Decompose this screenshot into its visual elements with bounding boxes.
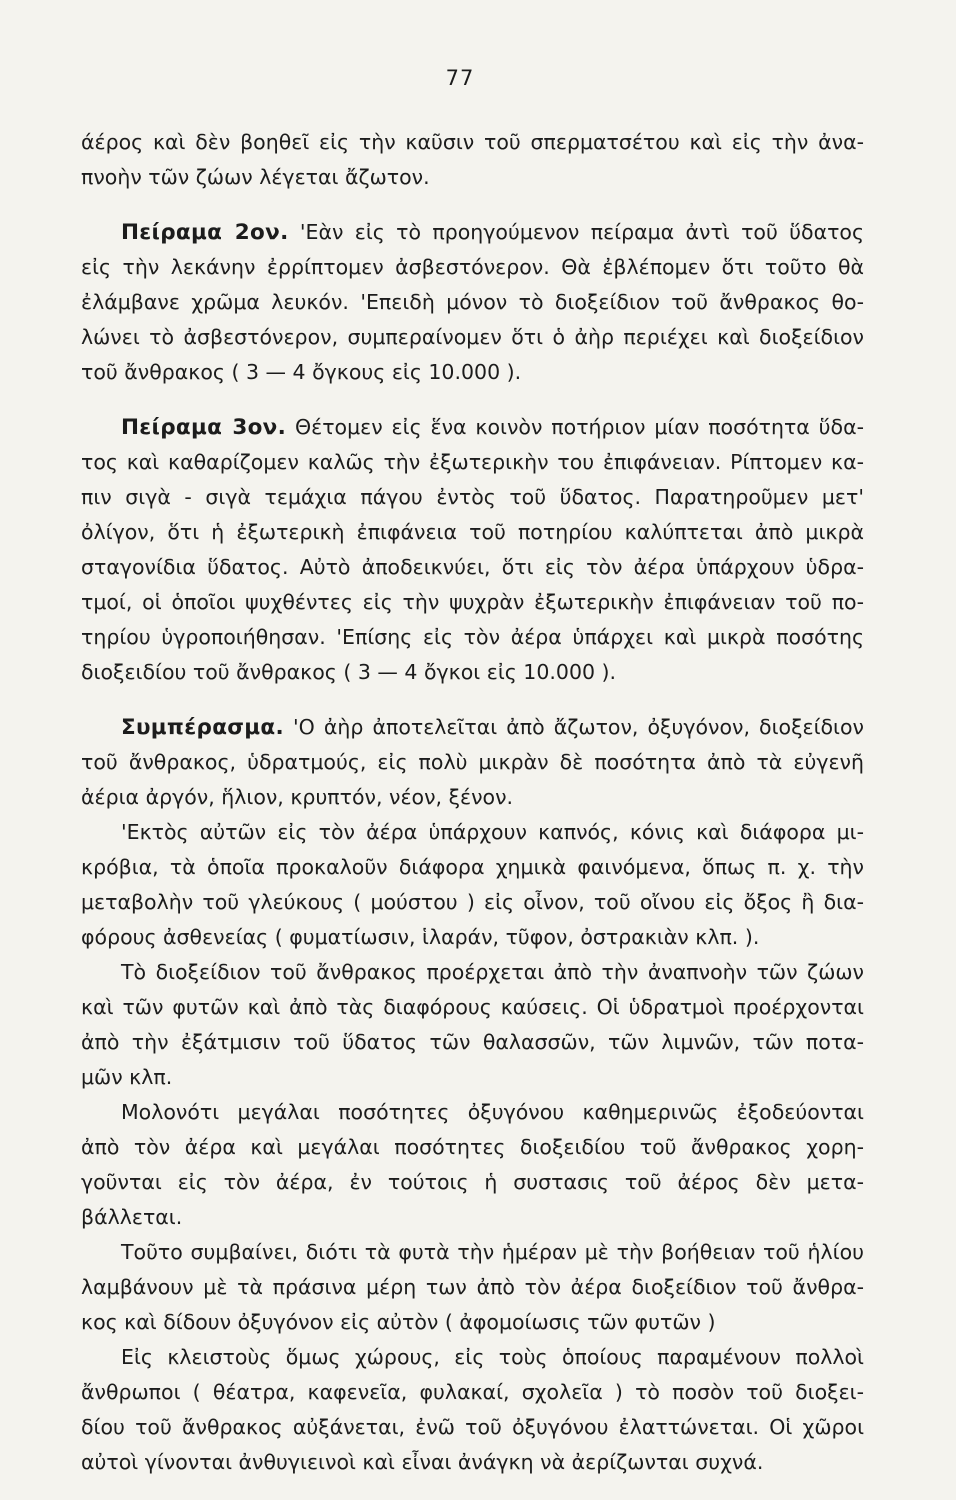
text-run: Θέτομεν εἰς ἕνα κοινὸν ποτήριον μίαν ποσότητα ὕδα- — [286, 415, 864, 439]
text-run: 'Ο ἀὴρ ἀποτελεῖται ἀπὸ ἄζωτον, ὀξυγόνον, διοξείδιον — [283, 715, 864, 739]
text-line: τοῦ ἄνθρακος ( 3 — 4 ὄγκους εἰς 10.000 ). — [81, 360, 522, 384]
text-line: πιν σιγὰ - σιγὰ τεμάχια πάγου ἐντὸς τοῦ ὕδατος. Παρατηροῦμεν μετ' — [81, 485, 864, 509]
plants-paragraph — [81, 1235, 864, 1340]
text-line: Τοῦτο συμβαίνει, διότι τὰ φυτὰ τὴν ἡμέραν μὲ τὴν βοήθειαν τοῦ ἡλίου — [121, 1240, 864, 1264]
text-line: ἀπὸ τὸν ἀέρα καὶ μεγάλαι ποσότητες διοξειδίου τοῦ ἄνθρακος χορη- — [81, 1135, 864, 1159]
experiment-2-paragraph — [81, 215, 864, 390]
text-line: φόρους ἀσθενείας ( φυματίωσιν, ἱλαράν, τῦφον, ὀστρακιὰν κλπ. ). — [81, 925, 760, 949]
text-line: γοῦνται εἰς τὸν ἀέρα, ἐν τούτοις ἡ συστασις τοῦ ἀέρος δὲν μετα- — [81, 1170, 864, 1194]
text-line: Τὸ διοξείδιον τοῦ ἄνθρακος προέρχεται ἀπὸ τὴν ἀναπνοὴν τῶν ζώων — [121, 960, 864, 984]
text-line: ἀέρια ἀργόν, ἥλιον, κρυπτόν, νέον, ξένον. — [81, 785, 514, 809]
experiment-3-heading: Πείραμα 3ον. — [121, 415, 287, 440]
text-line: εἰς τὴν λεκάνην ἐρρίπτομεν ἀσβεστόνερον. Θὰ ἐβλέπομεν ὅτι τοῦτο θὰ — [81, 255, 864, 279]
text-line: κος καὶ δίδουν ὀξυγόνον εἰς αὐτὸν ( ἀφομοίωσις τῶν φυτῶν ) — [81, 1310, 716, 1334]
text-line: ἐλάμβανε χρῶμα λευκόν. 'Επειδὴ μόνον τὸ διοξείδιον τοῦ ἄνθρακος θο- — [81, 290, 864, 314]
text-line: μεταβολὴν τοῦ γλεύκους ( μούστου ) εἰς οἶνον, τοῦ οἴνου εἰς ὄξος ἢ δια- — [81, 890, 864, 914]
text-line: Εἰς κλειστοὺς ὅμως χώρους, εἰς τοὺς ὁποίους παραμένουν πολλοὶ — [121, 1345, 864, 1369]
text-line: 'Εκτὸς αὐτῶν εἰς τὸν ἀέρα ὑπάρχουν καπνός, κόνις καὶ διάφορα μι- — [121, 820, 864, 844]
page-number: 77 — [445, 66, 475, 90]
text-line: λώνει τὸ ἀσβεστόνερον, συμπεραίνομεν ὅτι ὁ ἀὴρ περιέχει καὶ διοξείδιον — [81, 325, 864, 349]
text-line: τος καὶ καθαρίζομεν καλῶς τὴν ἐξωτερικὴν του ἐπιφάνειαν. Ρίπτομεν κα- — [81, 450, 864, 474]
microbes-paragraph — [81, 815, 864, 955]
text-line: αὐτοὶ γίνονται ἀνθυγιεινοὶ καὶ εἶναι ἀνάγκη νὰ ἀερίζωνται συχνά. — [81, 1450, 764, 1474]
text-line: δίου τοῦ ἄνθρακος αὐξάνεται, ἐνῶ τοῦ ὀξυγόνου ἐλαττώνεται. Οἱ χῶροι — [81, 1415, 864, 1439]
balance-paragraph — [81, 1095, 864, 1235]
experiment-2-heading: Πείραμα 2ον. — [121, 220, 289, 245]
text-line: τοῦ ἄνθρακος, ὑδρατμούς, εἰς πολὺ μικρὰν δὲ ποσότητα ἀπὸ τὰ εὐγενῆ — [81, 750, 864, 774]
conclusion-heading: Συμπέρασμα. — [121, 715, 284, 740]
body-text — [81, 125, 864, 1480]
co2-source-paragraph — [81, 955, 864, 1095]
text-line: σταγονίδια ὕδατος. Αὐτὸ ἀποδεικνύει, ὅτι εἰς τὸν ἀέρα ὑπάρχουν ὑδρα- — [81, 555, 864, 579]
text-line — [81, 710, 864, 745]
text-line: ὀλίγον, ὅτι ἡ ἐξωτερικὴ ἐπιφάνεια τοῦ ποτηρίου καλύπτεται ἀπὸ μικρὰ — [81, 520, 864, 544]
text-line: κρόβια, τὰ ὁποῖα προκαλοῦν διάφορα χημικὰ φαινόμενα, ὅπως π. χ. τὴν — [81, 855, 864, 879]
text-line — [81, 410, 864, 445]
text-line: πνοὴν τῶν ζώων λέγεται ἄζωτον. — [81, 165, 430, 189]
experiment-3-paragraph — [81, 410, 864, 690]
text-line: τηρίου ὑγροποιήθησαν. 'Επίσης εἰς τὸν ἀέρα ὑπάρχει καὶ μικρὰ ποσότης — [81, 625, 864, 649]
text-line: διοξειδίου τοῦ ἄνθρακος ( 3 — 4 ὄγκοι εἰς 10.000 ). — [81, 660, 617, 684]
text-line: καὶ τῶν φυτῶν καὶ ἀπὸ τὰς διαφόρους καύσεις. Οἱ ὑδρατμοὶ προέρχονται — [81, 995, 864, 1019]
text-line: ἀπὸ τὴν ἐξάτμισιν τοῦ ὕδατος τῶν θαλασσῶν, τῶν λιμνῶν, τῶν ποτα- — [81, 1030, 864, 1054]
text-line — [81, 215, 864, 250]
text-line: άέρος καὶ δὲν βοηθεῖ εἰς τὴν καῦσιν τοῦ σπερματσέτου καὶ εἰς τὴν ἀνα- — [81, 130, 864, 154]
text-line: λαμβάνουν μὲ τὰ πράσινα μέρη των ἀπὸ τὸν ἀέρα διοξείδιον τοῦ ἄνθρα- — [81, 1275, 864, 1299]
text-line: μῶν κλπ. — [81, 1065, 173, 1089]
text-line: τμοί, οἱ ὁποῖοι ψυχθέντες εἰς τὴν ψυχρὰν ἐξωτερικὴν ἐπιφάνειαν τοῦ πο- — [81, 590, 864, 614]
text-line: βάλλεται. — [81, 1205, 183, 1229]
closed-rooms-paragraph — [81, 1340, 864, 1480]
text-line: Μολονότι μεγάλαι ποσότητες ὀξυγόνου καθημερινῶς ἐξοδεύονται — [121, 1100, 864, 1124]
text-line: ἄνθρωποι ( θέατρα, καφενεῖα, φυλακαί, σχολεῖα ) τὸ ποσὸν τοῦ διοξει- — [81, 1380, 864, 1404]
conclusion-paragraph — [81, 710, 864, 815]
intro-paragraph — [81, 125, 864, 195]
text-run: 'Εὰν εἰς τὸ προηγούμενον πείραμα ἀντὶ τοῦ ὕδατος — [288, 220, 864, 244]
